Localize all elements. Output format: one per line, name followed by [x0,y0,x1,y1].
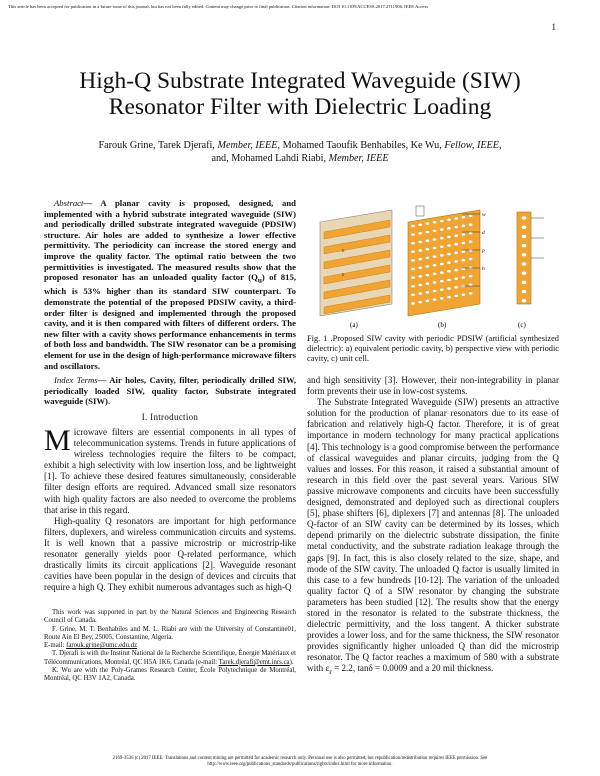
figure-panel-b [408,206,486,316]
air-hole [440,288,444,291]
unit-cell-hole [521,216,526,220]
air-hole [454,294,458,297]
figure-label-b: (b) [438,321,447,329]
figure-caption: Fig. 1 .Proposed SIW cavity with periodic PDSIW (artificial synthesized dielectric): a) equivalent periodic cavity, b) perspective view with periodic cavity, c) unit cell. [307,334,559,364]
air-hole [425,256,429,259]
air-hole [411,293,415,296]
footnote-affiliation-2-end: ). [289,658,294,666]
author-membership-2: Fellow, IEEE [444,140,500,151]
air-hole [418,232,422,235]
air-hole [418,283,422,286]
air-hole [411,225,415,228]
air-hole [411,259,415,262]
air-hole [418,249,422,252]
air-hole [425,239,429,242]
author-list: Farouk Grine, Tarek Djerafi, Member, IEEE, Mohamed Taoufik Benhabiles, Ke Wu, Fellow, IEEE, and, Mohamed Lahdi Riabi, Member, IEEE [98,140,502,164]
air-hole [447,227,451,230]
unit-cell-hole [521,253,526,257]
footnote-affiliation-2 [44,650,296,667]
figure-label-c: (c) [518,321,526,329]
air-hole [425,274,429,277]
dim-h-label: h [482,266,485,272]
air-hole [469,258,473,261]
air-hole [418,301,422,304]
dim-d-label: d [482,230,485,236]
right-column-body [307,375,559,677]
air-hole [469,223,473,226]
intro-paragraph-2: High-quality Q resonators are important for high performance filters, duplexers, and wireless communication circuits and systems. It is well known that a passive microstrip or microstrip-like resonator generally yields poor Q-related performance, which drastically limits its circuit applications [2]. Waveguide resonant cavities have been popular in the design of devices and circuits that require a high Q. They exhibit numerous advantages such as high-Q [44,515,296,593]
footer-line-1: 2169-3536 (c) 2017 IEEE. Translations and content mining are permitted for academic research only. Personal use is also permitted, but republication/redistribution requires IEEE permission. See [112,756,488,761]
air-hole [440,271,444,274]
air-hole [433,290,437,293]
air-hole [447,244,451,247]
air-hole [461,250,465,253]
index-terms [44,375,296,407]
air-hole [440,297,444,300]
air-hole [425,299,429,302]
figure-label-a: (a) [350,321,358,329]
air-hole [461,224,465,227]
air-hole [433,272,437,275]
air-hole [418,258,422,261]
unit-cell-hole [521,290,526,294]
air-hole [454,243,458,246]
footnote-funding: This work was supported in part by the Natural Sciences and Engineering Research Council of Canada. [44,609,296,625]
footnotes [44,609,296,684]
email-link-1[interactable]: farouk.grine@umc.edu.dz [66,642,138,650]
footnote-affiliation-2-text: T. Djerafi is with the Institut National de la Recherche Scientifique, Énergie Matériaux et Télécommunications, Montréal, QC H5A 1K6, Canada (e-mail: [44,650,296,666]
air-hole [469,240,473,243]
air-hole [440,263,444,266]
air-hole [461,216,465,219]
air-hole [461,276,465,279]
air-hole [440,280,444,283]
title-line-2: Resonator Filter with Dielectric Loading [108,94,492,120]
unit-cell-hole [521,280,526,284]
air-hole [454,251,458,254]
figure-1 [312,200,557,330]
intro-paragraph-1 [44,424,296,516]
air-hole [433,264,437,267]
air-hole [454,260,458,263]
air-hole [447,270,451,273]
air-hole [425,222,429,225]
figure-panel-a [320,210,392,316]
email-label: E-mail: [44,642,67,650]
author-membership-3: Member, IEEE [328,152,389,164]
air-hole [447,287,451,290]
air-hole [418,240,422,243]
air-hole [447,253,451,256]
air-hole [461,293,465,296]
right-p1-end: = 2.2, tanδ = 0.0009 and a 20 mil thickness. [331,663,494,674]
intro-p1-text: icrowave filters are essential components in all types of telecommunication systems. Trends in future applications of wireless technologies require the filters to be compact, exhibit a high selectivity with low insertion loss, and be lightweight [1]. To achieve these desired features simultaneously, considerable filter design efforts are required. Advanced small size resonators with high quality factors are also needed to overcome the problems that arise in this regard. [44,427,296,515]
air-hole [411,242,415,245]
air-hole [469,275,473,278]
air-hole [461,259,465,262]
air-hole [447,218,451,221]
footer-line-2[interactable]: http://www.ieee.org/publications_standards/publications/rights/index.html for more information. [207,762,393,767]
eps1-label: ε [342,248,345,254]
air-hole [411,302,415,305]
journal-banner: This article has been accepted for publication in a future issue of this journal, but has not been fully edited. Content may change prior to final publication. Citation information: DOI 10.1109/ACCESS.2017.2711906, IEEE Access [8,4,429,9]
unit-cell-hole [521,244,526,248]
air-hole [433,238,437,241]
abstract-text: — A planar cavity is proposed, designed, and implemented with a hybrid substrate integrated waveguide (SIW) and periodically drilled substrate integrated waveguide (PDSIW) structure. Air holes are added to synthesize a lower effective permittivity. The periodicity can increase the stored energy and improve the quality factor. The optimal ratio between the two permittivities is investigated. The measured results show that the proposed resonator has an unloaded quality factor (Q [44,198,296,283]
air-hole [418,292,422,295]
air-hole [433,255,437,258]
air-hole [411,268,415,271]
abstract-text-2: ) of 815, which is 53% higher than its standard SIW counterpart. To demonstrate the potential of the proposed PDSIW cavity, a third-order filter is designed and implemented through the proposed cavity, and it is then compared with filters of different orders. The new filter with a cavity shows performance enhancements in terms of both loss and bandwidth. The SIW resonator can be a promising element for use in the design of high-performance microwave filters and oscillators. [44,272,296,371]
air-hole [418,275,422,278]
air-hole [454,226,458,229]
right-p1-sub: r [329,667,332,677]
footnote-affiliation-3: K. Wu are with the Poly-Grames Research Center, École Polytechnique de Montréal, Montréal, QC H3V 1A2, Canada. [44,667,296,683]
abstract-label: Abstract [54,198,84,208]
air-hole [425,248,429,251]
title-line-1: High-Q Substrate Integrated Waveguide (SIW) [79,68,521,94]
abstract-sub: u [257,276,262,285]
dim-w-label: w [482,212,486,218]
air-hole [469,249,473,252]
authors-part-1: Farouk Grine, Tarek Djerafi, [98,140,215,151]
air-hole [469,266,473,269]
air-hole [433,229,437,232]
air-hole [411,233,415,236]
air-hole [425,282,429,285]
figure-panel-c [517,212,544,304]
air-hole [454,217,458,220]
footnote-affiliation-1: F. Grine, M. T. Benhabiles and M. L. Riabi are with the University of Constantine01, Route Ain El Bey, 25005, Constantine, Algeria. [44,625,296,641]
email-link-2[interactable]: Tarek.djerafi@emt.inrs.ca [218,658,290,666]
air-hole [440,254,444,257]
unit-cell-hole [521,299,526,303]
right-paragraph-0: and high sensitivity [3]. However, their non-integrability in planar form prevents their use in low-cost systems. [307,375,559,397]
copyright-footer [30,756,570,768]
paper-title [40,68,560,120]
unit-cell-hole [521,225,526,229]
air-hole [433,298,437,301]
air-hole [418,223,422,226]
unit-cell-hole [521,234,526,238]
air-hole [447,235,451,238]
index-terms-label: Index Terms [54,375,98,385]
air-hole [454,286,458,289]
drop-cap: M [44,424,71,457]
air-hole [433,221,437,224]
air-hole [425,265,429,268]
section-heading-introduction: I. Introduction [141,412,199,422]
unit-cell-hole [521,271,526,275]
index-terms-text: — Air holes, Cavity, filter, periodically drilled SIW, periodically loaded SIW, quality factor, Substrate integrated waveguide (SIW). [44,375,296,407]
right-paragraph-1 [307,397,559,677]
unit-cell-hole [521,262,526,266]
air-hole [440,245,444,248]
right-p1-text: The Substrate Integrated Waveguide (SIW) presents an attractive solution for the production of planar resonators due to its ease of fabrication and relatively high-Q factor. Therefore, it is of great importance in modern technology for many practical applications [4]. This technology is a good compromise between the performance of classical waveguides and planar circuits, judging from the Q values and losses. For this reason, it raised a substantial amount of research in this field over the past several years. Various SIW passive microwave components and circuits have been successfully designed, demonstrated and deployed such as directional couplers [5], phase shifters [6], diplexers [7] and antennas [8]. The unloaded Q-factor of an SIW cavity can be determined by its losses, which depend primarily on the dielectric substrate dissipation, the finite metal conductivity, and the substrate radiation leakage through the gaps [9]. In fact, this is also closely related to the size, shape, and mode of the SIW cavity. The unloaded Q factor is usually limited in this case to a few hundreds [10-12]. The variation of the unloaded quality factor Q of a SIW resonator by changing the substrate parameters has been studied [12]. The results show that the energy stored in the resonator is related to the substrate thickness, the dielectric permittivity, and the loss tangent. A thicker substrate provides a lower loss, and for the same thickness, the SIW resonator provides significantly higher unloaded Q than did the microstrip resonator. The Q factor reaches a maximum of 580 with a substrate with ε [307,397,559,674]
air-hole [454,269,458,272]
air-hole [411,250,415,253]
air-hole [447,278,451,281]
introduction-body [44,424,296,593]
air-hole [411,276,415,279]
air-hole [411,285,415,288]
page-number: 1 [551,22,556,32]
air-hole [469,215,473,218]
abstract [44,198,296,371]
air-hole [433,247,437,250]
air-hole [447,261,451,264]
eps2-label: ε [342,272,345,278]
air-hole [440,220,444,223]
figure-1-drawing [312,200,557,330]
air-hole [418,266,422,269]
dim-p-label: p [482,248,485,254]
author-membership-1: Member, IEEE [217,140,278,151]
authors-part-3: and, Mohamed Lahdi Riabi, [211,152,327,164]
air-hole [425,231,429,234]
air-hole [461,233,465,236]
air-hole [454,277,458,280]
air-hole [469,292,473,295]
air-hole [454,234,458,237]
air-hole [440,237,444,240]
air-hole [425,291,429,294]
air-hole [440,228,444,231]
air-hole [461,242,465,245]
air-hole [447,296,451,299]
authors-part-2: , Mohamed Taoufik Benhabiles, Ke Wu, [277,140,442,151]
air-hole [433,281,437,284]
